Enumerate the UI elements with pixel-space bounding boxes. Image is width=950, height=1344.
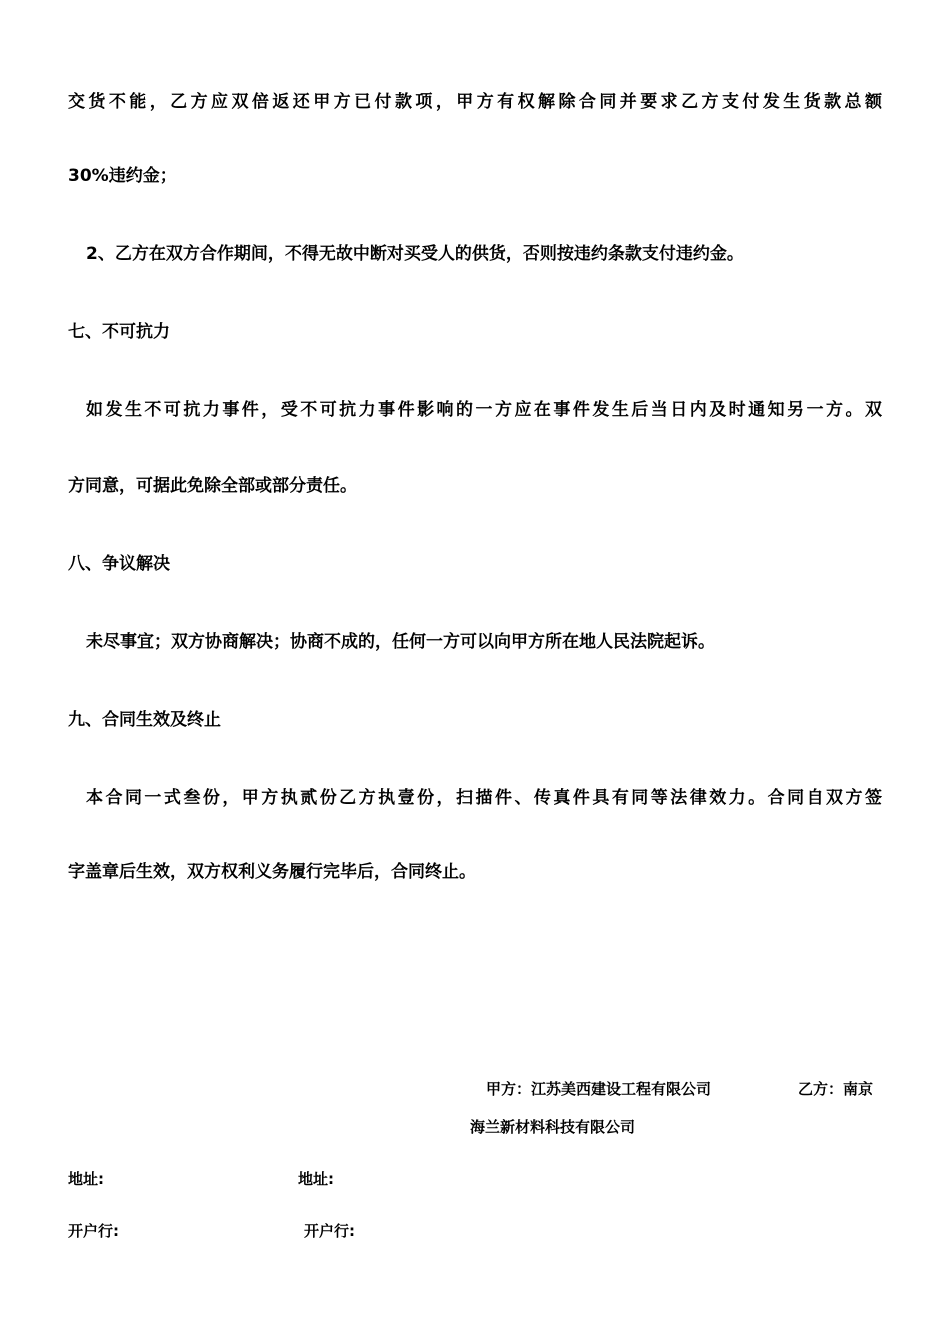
party-b-bank-label: 开户行: [304,1222,355,1240]
effect-text-line-2: 字盖章后生效，双方权利义务履行完毕后，合同终止。 [68,862,476,882]
party-b-signature-line-1: 乙方：南京 [798,1080,874,1098]
breach-continuation-line-2: 30%违约金； [68,166,177,186]
party-a-bank-label: 开户行: [68,1222,119,1240]
breach-continuation-line-1: 交货不能，乙方应双倍返还甲方已付款项，甲方有权解除合同并要求乙方支付发生货款总额 [68,92,882,112]
dispute-heading: 八、争议解决 [68,554,170,574]
force-majeure-text-line-1: 如发生不可抗力事件，受不可抗力事件影响的一方应在事件发生后当日内及时通知另一方。双 [86,400,882,420]
party-a-signature: 甲方：江苏美西建设工程有限公司 [486,1080,712,1098]
force-majeure-heading: 七、不可抗力 [68,322,170,342]
party-a-address-label: 地址: [68,1170,104,1188]
party-b-signature-line-2: 海兰新材料科技有限公司 [470,1118,636,1136]
breach-item-2: 2、乙方在双方合作期间，不得无故中断对买受人的供货，否则按违约条款支付违约金。 [86,244,744,264]
effect-text-line-1: 本合同一式叁份，甲方执贰份乙方执壹份，扫描件、传真件具有同等法律效力。合同自双方签 [86,788,882,808]
force-majeure-text-line-2: 方同意，可据此免除全部或部分责任。 [68,476,357,496]
effect-heading: 九、合同生效及终止 [68,710,221,730]
dispute-text: 未尽事宜；双方协商解决；协商不成的，任何一方可以向甲方所在地人民法院起诉。 [86,632,715,652]
party-b-address-label: 地址: [298,1170,334,1188]
